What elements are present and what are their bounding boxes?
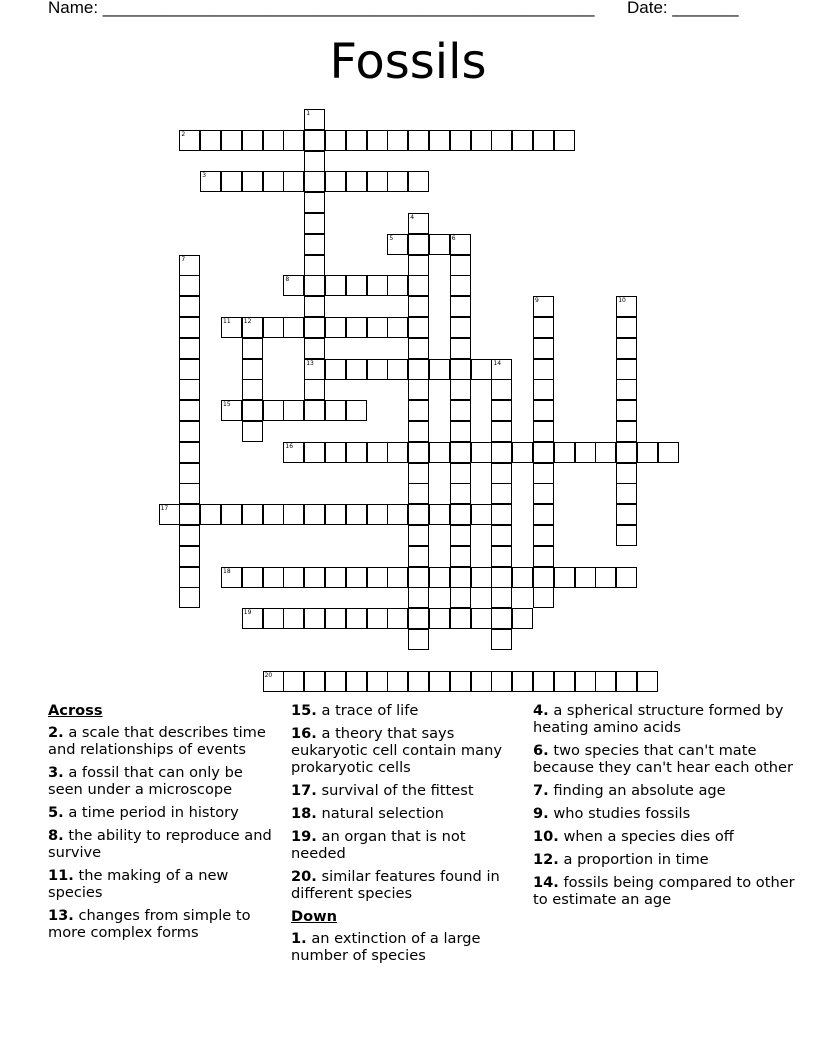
crossword-cell[interactable] [179,275,200,296]
crossword-cell[interactable] [450,338,471,359]
crossword-cell[interactable] [263,317,284,338]
crossword-cell[interactable] [283,130,304,151]
clue-across-5: 5. a time period in history [48,804,239,821]
clue-column-1 [48,702,273,947]
crossword-cell[interactable] [179,483,200,504]
clue-number-label: 4 [410,214,415,221]
crossword-cell[interactable] [429,671,450,692]
crossword-cell[interactable] [346,504,367,525]
crossword-cell[interactable] [408,442,429,463]
clue-number-label: 2 [181,130,186,138]
crossword-cell[interactable] [304,255,325,276]
clue-down-14: 14. fossils being compared to other to estimate an age [533,874,795,908]
clue-column-3 [533,702,795,914]
crossword-cell[interactable] [616,400,637,421]
crossword-cell[interactable] [450,400,471,421]
crossword-cell[interactable] [242,400,263,421]
crossword-cell[interactable] [408,130,429,151]
crossword-cell[interactable] [367,275,388,296]
crossword-cell[interactable] [304,317,325,338]
crossword-cell[interactable] [533,525,554,546]
clue-number-label: 15 [223,401,231,409]
clue-number-label: 12 [243,318,252,325]
clue-number-label: 8 [285,276,290,284]
crossword-cell[interactable] [367,567,388,588]
crossword-cell[interactable] [179,525,200,546]
crossword-cell[interactable] [408,317,429,338]
crossword-cell[interactable] [512,608,533,629]
crossword-cell[interactable] [387,317,408,338]
crossword-cell[interactable] [200,504,221,525]
clue-across-8: 8. the ability to reproduce and survive [48,827,272,861]
crossword-cell[interactable] [616,442,637,463]
crossword-cell[interactable] [616,296,637,317]
crossword-cell[interactable] [179,379,200,400]
crossword-cell[interactable] [491,379,512,400]
crossword-cell[interactable] [242,359,263,380]
crossword-cell[interactable] [387,671,408,692]
crossword-cell[interactable] [575,671,596,692]
crossword-cell[interactable] [471,504,492,525]
crossword-cell[interactable] [283,317,304,338]
crossword-cell[interactable] [450,483,471,504]
crossword-cell[interactable] [325,442,346,463]
crossword-cell[interactable] [346,567,367,588]
crossword-cell[interactable] [263,171,284,192]
crossword-cell[interactable] [554,567,575,588]
clue-number-label: 17 [160,505,169,513]
crossword-cell[interactable] [408,421,429,442]
crossword-cell[interactable] [595,567,616,588]
clue-column-2 [291,702,523,970]
crossword-cell[interactable] [325,275,346,296]
crossword-cell[interactable] [533,442,554,463]
crossword-cell[interactable] [512,671,533,692]
crossword-cell[interactable] [283,671,304,692]
crossword-cell[interactable] [616,483,637,504]
crossword-cell[interactable] [179,567,200,588]
crossword-cell[interactable] [616,359,637,380]
crossword-cell[interactable] [221,400,242,421]
clue-across-18: 18. natural selection [291,805,444,822]
crossword-cell[interactable] [408,213,429,234]
crossword-cell[interactable] [179,130,200,151]
crossword-cell[interactable] [450,504,471,525]
crossword-cell[interactable] [283,442,304,463]
crossword-cell[interactable] [304,567,325,588]
clue-down-12: 12. a proportion in time [533,851,709,868]
crossword-cell[interactable] [450,442,471,463]
crossword-cell[interactable] [283,171,304,192]
crossword-cell[interactable] [658,442,679,463]
crossword-cell[interactable] [450,421,471,442]
crossword-cell[interactable] [616,567,637,588]
crossword-cell[interactable] [263,567,284,588]
crossword-cell[interactable] [512,442,533,463]
crossword-cell[interactable] [429,442,450,463]
crossword-cell[interactable] [221,171,242,192]
crossword-cell[interactable] [491,483,512,504]
crossword-cell[interactable] [408,338,429,359]
crossword-cell[interactable] [263,400,284,421]
crossword-cell[interactable] [179,255,200,276]
crossword-cell[interactable] [533,463,554,484]
crossword-cell[interactable] [450,671,471,692]
clue-across-17: 17. survival of the fittest [291,782,474,799]
crossword-cell[interactable] [263,608,284,629]
crossword-cell[interactable] [450,296,471,317]
crossword-cell[interactable] [159,504,180,525]
clue-across-20: 20. similar features found in different species [291,868,500,902]
crossword-cell[interactable] [471,442,492,463]
clue-down-6: 6. two species that can't mate because they can't hear each other [533,742,794,776]
crossword-cell[interactable] [387,234,408,255]
crossword-cell[interactable] [554,442,575,463]
crossword-cell[interactable] [325,317,346,338]
crossword-cell[interactable] [616,463,637,484]
clue-number-label: 16 [285,442,294,450]
crossword-cell[interactable] [325,400,346,421]
crossword-cell[interactable] [367,130,388,151]
clue-number-label: 14 [493,359,502,367]
crossword-cell[interactable] [242,504,263,525]
crossword-cell[interactable] [533,671,554,692]
crossword-cell[interactable] [533,483,554,504]
crossword-cell[interactable] [471,671,492,692]
crossword-cell[interactable] [450,587,471,608]
crossword-cell[interactable] [616,671,637,692]
crossword-cell[interactable] [346,608,367,629]
crossword-cell[interactable] [304,130,325,151]
crossword-cell[interactable] [429,608,450,629]
crossword-cell[interactable] [408,608,429,629]
crossword-cell[interactable] [408,379,429,400]
clue-down-7: 7. finding an absolute age [533,782,726,799]
crossword-cell[interactable] [533,338,554,359]
crossword-cell[interactable] [283,567,304,588]
crossword-cell[interactable] [429,504,450,525]
crossword-cell[interactable] [491,504,512,525]
crossword-cell[interactable] [408,483,429,504]
crossword-cell[interactable] [367,504,388,525]
crossword-cell[interactable] [304,608,325,629]
crossword-cell[interactable] [242,379,263,400]
crossword-cell[interactable] [242,421,263,442]
crossword-cell[interactable] [221,567,242,588]
crossword-cell[interactable] [533,400,554,421]
crossword-cell[interactable] [367,171,388,192]
crossword-cell[interactable] [367,608,388,629]
crossword-cell[interactable] [429,234,450,255]
crossword-cell[interactable] [346,275,367,296]
crossword-cell[interactable] [283,608,304,629]
crossword-cell[interactable] [387,608,408,629]
crossword-cell[interactable] [387,171,408,192]
crossword-cell[interactable] [387,442,408,463]
crossword-cell[interactable] [325,359,346,380]
crossword-cell[interactable] [408,275,429,296]
crossword-cell[interactable] [429,130,450,151]
crossword-cell[interactable] [263,671,284,692]
crossword-cell[interactable] [304,213,325,234]
crossword-cell[interactable] [429,359,450,380]
crossword-cell[interactable] [387,275,408,296]
crossword-cell[interactable] [450,317,471,338]
crossword-cell[interactable] [346,171,367,192]
crossword-cell[interactable] [325,130,346,151]
crossword-cell[interactable] [491,400,512,421]
crossword-cell[interactable] [450,379,471,400]
crossword-cell[interactable] [616,421,637,442]
clue-number-label: 9 [535,297,539,305]
crossword-cell[interactable] [408,671,429,692]
crossword-cell[interactable] [179,587,200,608]
crossword-cell[interactable] [242,608,263,629]
crossword-cell[interactable] [346,317,367,338]
clue-across-13: 13. changes from simple to more complex forms [48,907,251,941]
crossword-cell[interactable] [575,442,596,463]
crossword-cell[interactable] [325,567,346,588]
crossword-cell[interactable] [491,546,512,567]
crossword-cell[interactable] [367,359,388,380]
crossword-cell[interactable] [346,130,367,151]
crossword-cell[interactable] [595,671,616,692]
crossword-cell[interactable] [304,400,325,421]
crossword-cell[interactable] [471,130,492,151]
crossword-cell[interactable] [325,504,346,525]
crossword-cell[interactable] [179,338,200,359]
crossword-cell[interactable] [450,546,471,567]
crossword-cell[interactable] [304,275,325,296]
crossword-cell[interactable] [533,296,554,317]
clue-number-label: 18 [223,567,231,575]
crossword-cell[interactable] [471,359,492,380]
crossword-cell[interactable] [242,567,263,588]
crossword-cell[interactable] [595,442,616,463]
clue-down-4: 4. a spherical structure formed by heating amino acids [533,702,784,736]
clue-number-label: 3 [202,172,207,180]
crossword-cell[interactable] [533,567,554,588]
crossword-cell[interactable] [408,171,429,192]
clue-down-9: 9. who studies fossils [533,805,691,822]
crossword-cell[interactable] [408,255,429,276]
clue-number-label: 20 [264,671,273,679]
crossword-cell[interactable] [304,171,325,192]
crossword-cell[interactable] [450,130,471,151]
crossword-cell[interactable] [200,130,221,151]
crossword-cell[interactable] [533,130,554,151]
crossword-cell[interactable] [491,608,512,629]
clue-across-16: 16. a theory that says eukaryotic cell contain many prokaryotic cells [291,725,502,776]
crossword-cell[interactable] [242,171,263,192]
crossword-cell[interactable] [471,608,492,629]
crossword-cell[interactable] [179,463,200,484]
crossword-cell[interactable] [554,671,575,692]
crossword-cell[interactable] [304,442,325,463]
clue-number-label: 19 [243,609,252,617]
crossword-cell[interactable] [242,317,263,338]
crossword-cell[interactable] [408,359,429,380]
crossword-cell[interactable] [512,567,533,588]
crossword-cell[interactable] [304,338,325,359]
crossword-cell[interactable] [450,359,471,380]
crossword-cell[interactable] [491,629,512,650]
crossword-cell[interactable] [491,130,512,151]
crossword-cell[interactable] [346,442,367,463]
date-field[interactable]: Date: _______ [627,0,739,17]
crossword-cell[interactable] [450,525,471,546]
crossword-cell[interactable] [179,317,200,338]
crossword-cell[interactable] [533,317,554,338]
crossword-cell[interactable] [450,275,471,296]
crossword-cell[interactable] [408,504,429,525]
crossword-cell[interactable] [283,504,304,525]
clue-across-11: 11. the making of a new species [48,867,229,901]
crossword-cell[interactable] [575,567,596,588]
clue-across-15: 15. a trace of life [291,702,419,719]
crossword-cell[interactable] [387,504,408,525]
crossword-cell[interactable] [408,587,429,608]
crossword-cell[interactable] [179,296,200,317]
crossword-cell[interactable] [367,442,388,463]
crossword-cell[interactable] [616,317,637,338]
name-field[interactable]: Name: ____________________________________________________ [48,0,595,17]
crossword-cell[interactable] [637,671,658,692]
crossword-cell[interactable] [533,379,554,400]
crossword-cell[interactable] [304,109,325,130]
crossword-cell[interactable] [346,400,367,421]
crossword-cell[interactable] [491,442,512,463]
crossword-cell[interactable] [387,567,408,588]
crossword-cell[interactable] [346,359,367,380]
crossword-cell[interactable] [179,359,200,380]
crossword-cell[interactable] [616,379,637,400]
crossword-cell[interactable] [512,130,533,151]
crossword-cell[interactable] [491,463,512,484]
crossword-cell[interactable] [408,567,429,588]
crossword-cell[interactable] [304,151,325,172]
crossword-cell[interactable] [450,463,471,484]
clue-number-label: 13 [306,359,314,367]
crossword-cell[interactable] [616,504,637,525]
crossword-cell[interactable] [304,504,325,525]
crossword-cell[interactable] [263,130,284,151]
clue-number-label: 1 [306,110,311,117]
crossword-cell[interactable] [554,130,575,151]
across-heading: Across [48,702,103,719]
clue-across-3: 3. a fossil that can only be seen under a microscope [48,764,243,798]
crossword-cell[interactable] [408,546,429,567]
crossword-cell[interactable] [450,567,471,588]
crossword-cell[interactable] [533,546,554,567]
crossword-cell[interactable] [179,442,200,463]
clue-number-label: 10 [618,297,626,305]
crossword-cell[interactable] [367,317,388,338]
crossword-cell[interactable] [304,234,325,255]
crossword-cell[interactable] [491,525,512,546]
crossword-cell[interactable] [450,608,471,629]
crossword-cell[interactable] [408,629,429,650]
crossword-cell[interactable] [471,567,492,588]
crossword-cell[interactable] [616,525,637,546]
crossword-cell[interactable] [408,525,429,546]
crossword-cell[interactable] [263,504,284,525]
clue-across-19: 19. an organ that is not needed [291,828,466,862]
crossword-cell[interactable] [346,671,367,692]
crossword-cell[interactable] [221,130,242,151]
crossword-cell[interactable] [242,130,263,151]
clue-down-1: 1. an extinction of a large number of species [291,930,481,964]
down-heading: Down [291,908,338,925]
crossword-cell[interactable] [533,587,554,608]
crossword-cell[interactable] [325,171,346,192]
crossword-cell[interactable] [304,359,325,380]
puzzle-title: Fossils [329,34,487,90]
crossword-cell[interactable] [179,400,200,421]
crossword-cell[interactable] [283,400,304,421]
crossword-cell[interactable] [325,671,346,692]
crossword-cell[interactable] [304,671,325,692]
crossword-cell[interactable] [221,317,242,338]
crossword-cell[interactable] [408,296,429,317]
crossword-cell[interactable] [429,567,450,588]
crossword-cell[interactable] [242,338,263,359]
crossword-cell[interactable] [491,359,512,380]
crossword-cell[interactable] [387,359,408,380]
crossword-cell[interactable] [200,171,221,192]
crossword-cell[interactable] [637,442,658,463]
crossword-cell[interactable] [533,504,554,525]
crossword-cell[interactable] [450,255,471,276]
crossword-cell[interactable] [491,567,512,588]
crossword-cell[interactable] [616,338,637,359]
clue-number-label: 6 [451,234,456,242]
crossword-cell[interactable] [304,192,325,213]
crossword-cell[interactable] [367,671,388,692]
crossword-cell[interactable] [283,275,304,296]
crossword-cell[interactable] [491,671,512,692]
clue-across-2: 2. a scale that describes time and relationships of events [48,724,266,758]
crossword-cell[interactable] [408,400,429,421]
crossword-cell[interactable] [533,359,554,380]
crossword-cell[interactable] [450,234,471,255]
crossword-cell[interactable] [179,504,200,525]
crossword-cell[interactable] [408,463,429,484]
crossword-cell[interactable] [491,587,512,608]
crossword-cell[interactable] [491,421,512,442]
crossword-cell[interactable] [179,421,200,442]
crossword-cell[interactable] [533,421,554,442]
clue-down-10: 10. when a species dies off [533,828,734,845]
crossword-cell[interactable] [304,296,325,317]
clue-number-label: 7 [181,255,186,263]
crossword-cell[interactable] [325,608,346,629]
clue-number-label: 11 [223,318,231,325]
clue-number-label: 5 [389,234,394,242]
crossword-cell[interactable] [304,379,325,400]
crossword-cell[interactable] [408,234,429,255]
crossword-cell[interactable] [179,546,200,567]
crossword-cell[interactable] [221,504,242,525]
crossword-cell[interactable] [387,130,408,151]
